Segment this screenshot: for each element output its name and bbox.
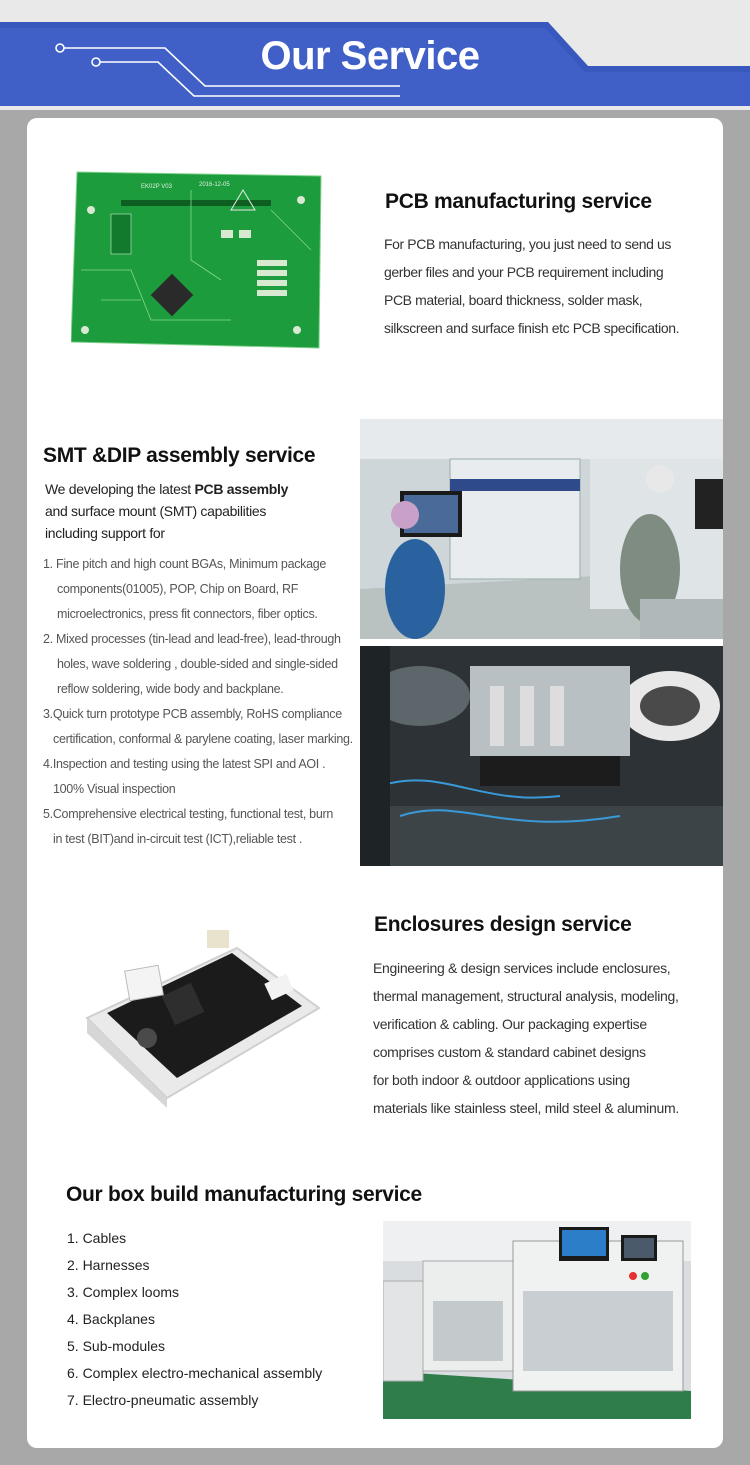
enclosure-product-image	[67, 908, 329, 1108]
list-item: 4. Backplanes	[67, 1311, 155, 1327]
list-item: 1. Fine pitch and high count BGAs, Minimum package	[43, 557, 327, 571]
list-item: components(01005), POP, Chip on Board, RF	[57, 582, 299, 596]
list-item: 2. Harnesses	[67, 1257, 150, 1273]
list-item: reflow soldering, wide body and backplane.	[57, 682, 284, 696]
smt-machine-photo	[360, 646, 723, 866]
pcb-line: For PCB manufacturing, you just need to send us	[384, 236, 672, 252]
enclosure-line: for both indoor & outdoor applications using	[373, 1072, 630, 1088]
enclosure-line: comprises custom & standard cabinet designs	[373, 1044, 646, 1060]
list-item: 6. Complex electro-mechanical assembly	[67, 1365, 323, 1381]
smt-section-title: SMT &DIP assembly service	[43, 444, 316, 467]
service-card	[27, 118, 723, 1448]
smt-capability-list	[43, 552, 363, 852]
enclosure-line: Engineering & design services include enclosures,	[373, 960, 671, 976]
page-title: Our Service	[260, 34, 480, 78]
enclosure-line: verification & cabling. Our packaging expertise	[373, 1016, 647, 1032]
list-item: 3.Quick turn prototype PCB assembly, RoHS compliance	[43, 707, 342, 721]
list-item: 1. Cables	[67, 1230, 127, 1246]
list-item: certification, conformal & parylene coating, laser marking.	[53, 732, 353, 746]
list-item: 4.Inspection and testing using the latest SPI and AOI .	[43, 757, 326, 771]
boxbuild-section-title: Our box build manufacturing service	[66, 1183, 422, 1206]
list-item: 100% Visual inspection	[53, 782, 176, 796]
pcb-date: 2016-12-05	[199, 182, 230, 188]
smt-intro-line: including support for	[45, 525, 165, 541]
pcb-line: silkscreen and surface finish etc PCB specification.	[384, 320, 680, 336]
smt-intro-line: and surface mount (SMT) capabilities	[45, 503, 267, 519]
pcb-description	[384, 230, 679, 342]
list-item: 5. Sub-modules	[67, 1338, 166, 1354]
enclosure-line: thermal management, structural analysis, modeling,	[373, 988, 679, 1004]
list-item: 3. Complex looms	[67, 1284, 180, 1300]
enclosure-section-title: Enclosures design service	[374, 913, 632, 936]
smt-intro	[45, 478, 335, 544]
enclosure-line: materials like stainless steel, mild steel & aluminum.	[373, 1100, 679, 1116]
pcb-line: PCB material, board thickness, solder mask,	[384, 292, 643, 308]
list-item: 2. Mixed processes (tin-lead and lead-free), lead-through	[43, 632, 341, 646]
smt-factory-photo	[360, 419, 723, 639]
boxbuild-factory-photo	[383, 1221, 691, 1419]
pcb-board-image	[71, 170, 323, 350]
boxbuild-list	[67, 1225, 322, 1414]
list-item: holes, wave soldering , double-sided and single-sided	[57, 657, 338, 671]
smt-intro-bold: PCB assembly	[194, 481, 289, 497]
pcb-section-title: PCB manufacturing service	[385, 190, 652, 213]
list-item: 5.Comprehensive electrical testing, functional test, burn	[43, 807, 334, 821]
header	[0, 0, 750, 110]
enclosure-description	[373, 954, 679, 1122]
list-item: microelectronics, press fit connectors, fiber optics.	[57, 607, 318, 621]
smt-intro-text: We developing the latest	[45, 481, 195, 497]
pcb-line: gerber files and your PCB requirement including	[384, 264, 664, 280]
list-item: 7. Electro-pneumatic assembly	[67, 1392, 259, 1408]
pcb-label: EK02P V03	[141, 184, 172, 190]
list-item: in test (BIT)and in-circuit test (ICT),reliable test .	[53, 832, 303, 846]
